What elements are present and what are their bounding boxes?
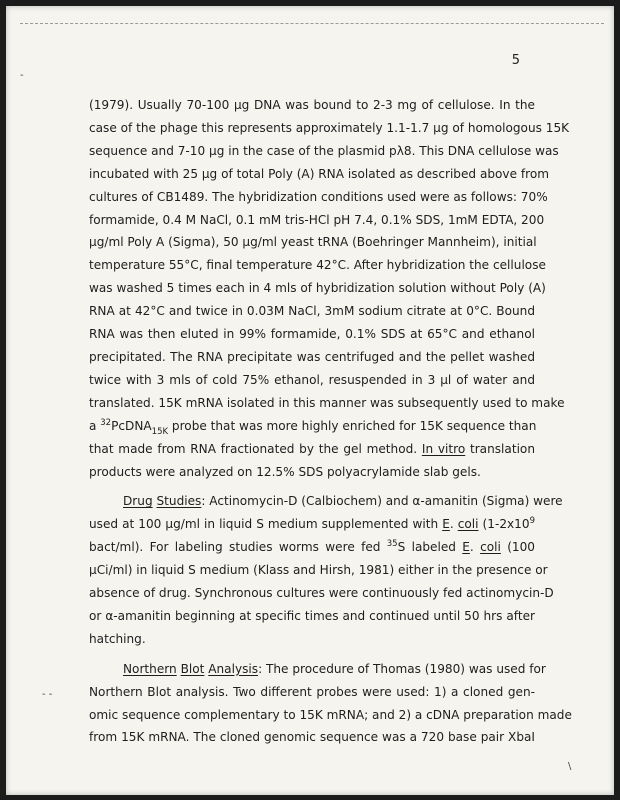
text-line: was washed 5 times each in 4 mls of hybridization solution without Poly (A)	[89, 281, 546, 296]
text-run: (100	[500, 540, 535, 555]
text-line: μCi/ml) in liquid S medium (Klass and Hirsh, 1981) either in the presence or	[89, 563, 548, 578]
text-line: precipitated. The RNA precipitate was centrifuged and the pellet washed	[89, 349, 535, 364]
text-line	[89, 658, 546, 681]
text-line: cultures of CB1489. The hybridization conditions used were as follows: 70%	[89, 189, 548, 204]
section-heading: Drug	[123, 494, 153, 509]
text-line	[89, 438, 535, 461]
text-line: temperature 55°C, final temperature 42°C. After hybridization the cellulose	[89, 258, 546, 273]
margin-mark: - -	[42, 689, 53, 700]
text-run: that made from RNA fractionated by the gel method.	[89, 441, 422, 456]
underlined-text: coli	[480, 540, 501, 555]
superscript: 32	[100, 417, 112, 428]
text-run: PcDNA	[111, 418, 152, 433]
paragraph-northern-blot	[89, 658, 572, 750]
text-line: (1979). Usually 70-100 μg DNA was bound to 2-3 mg of cellulose. In the	[89, 98, 535, 112]
section-heading: Analysis	[208, 661, 259, 676]
text-line: formamide, 0.4 M NaCl, 0.1 mM tris-HCl pH 7.4, 0.1% SDS, 1mM EDTA, 200	[89, 212, 545, 227]
text-run: .	[449, 517, 458, 532]
subscript: 15K	[151, 426, 169, 437]
text-run: S labeled	[397, 540, 463, 555]
text-line: from 15K mRNA. The cloned genomic sequence was a 720 base pair XbaI	[89, 730, 535, 745]
text-line	[89, 415, 535, 438]
superscript: 9	[529, 516, 535, 527]
text-line: RNA was then eluted in 99% formamide, 0.1% SDS at 65°C and ethanol	[89, 327, 535, 342]
text-line: hatching.	[89, 631, 146, 646]
section-heading: Northern	[123, 661, 177, 676]
text-run: probe that was more highly enriched for 15K sequence than	[168, 418, 537, 433]
text-run: a	[89, 418, 101, 433]
underlined-text: E	[462, 540, 470, 555]
paragraph-hybridization	[89, 94, 570, 483]
text-line: μg/ml Poly A (Sigma), 50 μg/ml yeast tRNA (Boehringer Mannheim), initial	[89, 235, 537, 250]
paragraph-drug-studies	[89, 490, 563, 650]
text-line: translated. 15K mRNA isolated in this manner was subsequently used to make	[89, 395, 565, 410]
underlined-text: In vitro	[421, 441, 466, 456]
margin-mark: -	[20, 70, 24, 81]
document-page	[6, 6, 614, 795]
text-line: omic sequence complementary to 15K mRNA; and 2) a cDNA preparation made	[89, 707, 572, 722]
text-line: twice with 3 mls of cold 75% ethanol, resuspended in 3 μl of water and	[89, 372, 535, 387]
text-run: (1-2x10	[478, 517, 530, 532]
text-line	[89, 513, 535, 536]
text-line	[89, 536, 535, 559]
margin-mark: \	[568, 761, 572, 772]
text-line: absence of drug. Synchronous cultures were continuously fed actinomycin-D	[89, 586, 554, 601]
body-text	[89, 94, 572, 749]
text-run: .	[469, 540, 481, 555]
text-run: translation	[465, 441, 535, 456]
page-number: 5	[511, 53, 520, 68]
text-line	[89, 490, 563, 513]
text-run: bact/ml). For labeling studies worms were fed	[89, 540, 387, 555]
top-edge-line	[20, 23, 604, 24]
text-run: : Actinomycin-D (Calbiochem) and α-amanitin (Sigma) were	[201, 494, 563, 509]
text-line: RNA at 42°C and twice in 0.03M NaCl, 3mM sodium citrate at 0°C. Bound	[89, 304, 535, 319]
text-line: case of the phage this represents approximately 1.1-1.7 μg of homologous 15K	[89, 120, 570, 135]
text-run: used at 100 μg/ml in liquid S medium supplemented with	[89, 517, 443, 532]
text-line: Northern Blot analysis. Two different probes were used: 1) a cloned gen-	[89, 684, 535, 699]
section-heading: Blot	[180, 661, 205, 676]
text-line: or α-amanitin beginning at specific times and continued until 50 hrs after	[89, 608, 535, 623]
text-line: incubated with 25 μg of total Poly (A) RNA isolated as described above from	[89, 166, 550, 181]
section-heading: Studies	[156, 494, 202, 509]
underlined-text: E	[442, 517, 450, 532]
text-line: products were analyzed on 12.5% SDS polyacrylamide slab gels.	[89, 464, 481, 479]
superscript: 35	[386, 539, 398, 550]
text-line: sequence and 7-10 μg in the case of the plasmid pλ8. This DNA cellulose was	[89, 143, 559, 158]
text-run: : The procedure of Thomas (1980) was used for	[258, 661, 546, 676]
underlined-text: coli	[457, 517, 479, 532]
